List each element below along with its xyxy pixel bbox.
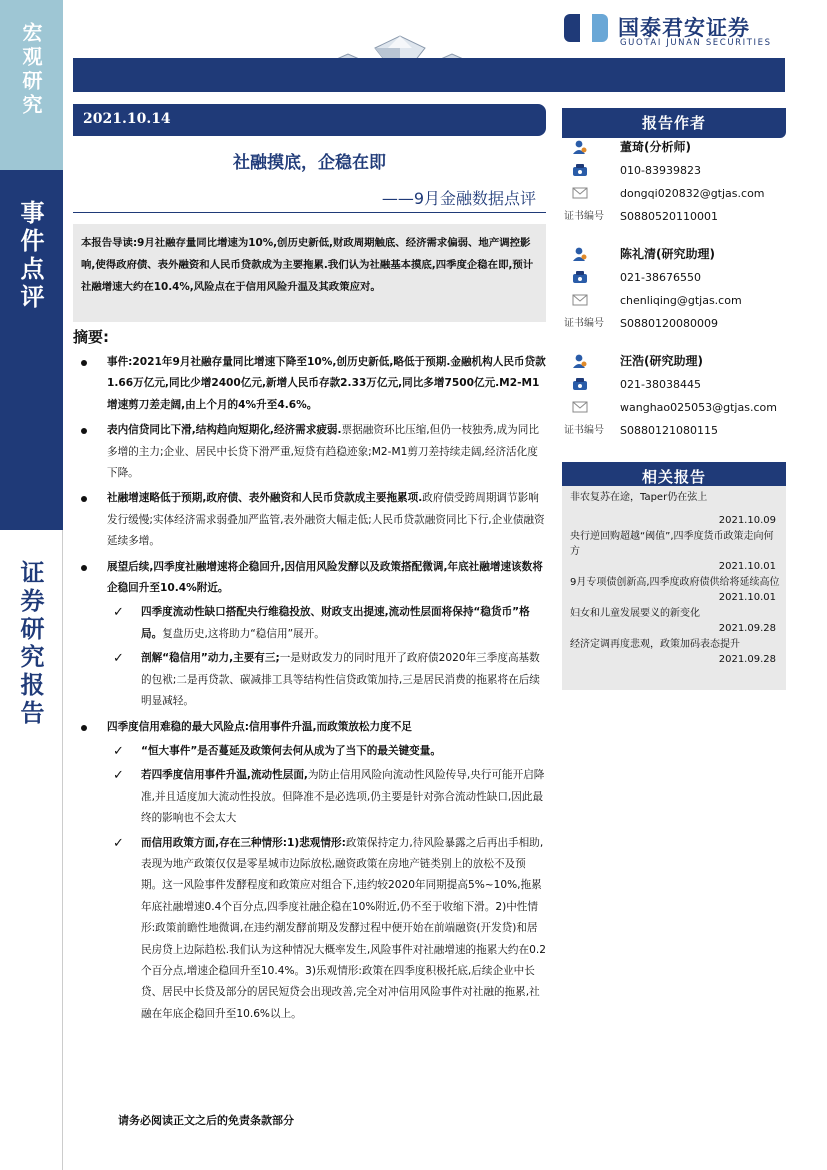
check-bold: 而信用政策方面,存在三种情形:1)悲观情形:	[141, 836, 346, 849]
bullet-dot-icon	[81, 428, 87, 434]
check-text: 一是财政发力的同时甩开了政府债2020年三季度高基数的包袱;二是再贷款、碳减排工具等结构性信贷政策加持,三是居民消费的拖累将在后续明显减轻。	[141, 652, 540, 708]
related-report-date: 2021.10.01	[718, 592, 776, 603]
related-report-item[interactable]	[562, 529, 786, 575]
company-logo	[562, 10, 792, 50]
report-date: 2021.10.14	[83, 111, 171, 127]
check-text: 为防止信用风险向流动性风险传导,央行可能开启降准,并且适度加大流动性投放。但降准不是必选项,仍主要是针对弥合流动性缺口,因此最终的影响也不会太大	[141, 769, 545, 825]
cert-label: 证书编号	[564, 425, 604, 436]
check-bold: “恒大事件”是否蔓延及政策何去何从成为了当下的最关键变量。	[141, 744, 441, 757]
author-card	[562, 350, 786, 442]
bullet-bold: 四季度信用难稳的最大风险点:信用事件升温,而政策放松力度不足	[107, 720, 412, 733]
check-text: 政策保持定力,待风险暴露之后再出手相助,表现为地产政策仅仅是零星城市边际放松,融资政策在房地产链类别上的放松不及预期。这一风险事件发酵程度和政策应对组合下,违约较2020年同期提高5%~10%,拖累年底社融增速0.4个百分点,四季度社融企稳在10%附近,仍不至于收缩下滑。2)中性情形:政策前瞻性地微调,在违约潮发酵前期及发酵过程中便开始在前端融资(开发贷)和居民房贷上边际趋松.我们认为这种情况大概率发生,风险事件对社融增速的拖累大约在0.2个百分点,增速企稳回升至10.4%。3)乐观情形:政策在四季度积极托底,后续企业中长贷、居民中长贷及部分的居民短贷会出现改善,完全对冲信用风险事件对社融的拖累,社融在年底企稳回升至10.6%以上。	[141, 836, 546, 1020]
related-report-date: 2021.09.28	[718, 654, 776, 665]
check-item	[73, 648, 546, 712]
person-icon	[572, 140, 588, 154]
related-report-date: 2021.10.09	[718, 515, 776, 526]
report-guide-box	[73, 224, 546, 322]
check-icon: ✓	[113, 835, 124, 851]
related-report-item[interactable]	[562, 637, 786, 668]
check-icon: ✓	[113, 768, 124, 784]
bullet-item	[73, 557, 546, 600]
author-email[interactable]: chenliqing@gtjas.com	[620, 294, 742, 307]
logo-mark-icon	[562, 10, 610, 46]
check-bold: 剖解“稳信用”动力,主要有三;	[141, 652, 280, 665]
author-cert: S0880520110001	[620, 210, 718, 223]
check-icon: ✓	[113, 651, 124, 667]
author-card	[562, 243, 786, 335]
check-bold: 四季度流动性缺口搭配央行维稳投放、财政支出提速,流动性层面将保持“稳货币”格局。	[141, 606, 530, 640]
email-icon	[572, 186, 588, 200]
bullet-dot-icon	[81, 496, 87, 502]
check-icon: ✓	[113, 605, 124, 621]
related-report-title[interactable]: 非农复苏在途，Taper仍在弦上	[570, 492, 708, 503]
check-item	[73, 833, 546, 1026]
left-sidebar	[0, 0, 63, 1170]
bullet-bold: 表内信贷同比下滑,结构趋向短期化,经济需求疲弱.	[107, 424, 342, 437]
report-title: 社融摸底，企稳在即	[233, 153, 386, 173]
author-phone: 021-38038445	[620, 378, 701, 391]
logo-text-en: GUOTAI JUNAN SECURITIES	[620, 38, 772, 48]
author-email[interactable]: dongqi020832@gtjas.com	[620, 187, 765, 200]
related-report-item[interactable]	[562, 486, 786, 529]
disclaimer-note: 请务必阅读正文之后的免责条款部分	[118, 1114, 294, 1127]
author-cert: S0880121080115	[620, 424, 718, 437]
check-bold: 若四季度信用事件升温,流动性层面,	[141, 769, 308, 782]
sidebar-label-report: 证券研究报告	[16, 560, 44, 728]
check-item	[73, 741, 546, 762]
check-text: 复盘历史,这将助力“稳信用”展开。	[162, 627, 325, 640]
related-report-item[interactable]	[562, 606, 786, 637]
sidebar-label-event: 事件点评	[16, 200, 44, 312]
related-reports-list	[562, 486, 786, 690]
bullet-item	[73, 352, 546, 416]
check-icon: ✓	[113, 743, 124, 759]
author-phone: 010-83939823	[620, 164, 701, 177]
check-item	[73, 765, 546, 829]
date-bar	[73, 104, 546, 136]
author-phone: 021-38676550	[620, 271, 701, 284]
bullet-text: 政府债受跨周期调节影响发行缓慢;实体经济需求弱叠加严监管,表外融资大幅走低;人民币贷款融资同比下行,企业债融资延续多增。	[107, 492, 545, 548]
cert-label: 证书编号	[564, 211, 604, 222]
sidebar-label-macro: 宏观研究	[19, 22, 43, 118]
bullet-dot-icon	[81, 725, 87, 731]
guide-text: 9月社融存量同比增速为10%,创历史新低,财政周期触底、经济需求偏弱、地产调控影响,使得政府债、表外融资和人民币贷款成为主要拖累.我们认为社融基本摸底,四季度企稳在即,预计社融增速大约在10.4%,风险点在于信用风险升温及其政策应对。	[81, 237, 534, 293]
person-icon	[572, 354, 588, 368]
related-report-title[interactable]: 妇女和儿童发展要义的新变化	[570, 608, 700, 619]
bullet-dot-icon	[81, 360, 87, 366]
phone-icon	[572, 270, 588, 284]
related-report-item[interactable]	[562, 575, 786, 606]
author-name: 汪浩(研究助理)	[620, 354, 703, 368]
title-divider	[73, 212, 546, 213]
check-item	[73, 602, 546, 645]
bullet-bold: 社融增速略低于预期,政府债、表外融资和人民币贷款成主要拖累项.	[107, 492, 423, 505]
author-cert: S0880120080009	[620, 317, 718, 330]
author-name: 董琦(分析师)	[620, 140, 691, 154]
bullet-bold: 展望后续,四季度社融增速将企稳回升,因信用风险发酵以及政策搭配微调,年底社融增速该数将企稳回升至10.4%附近。	[107, 560, 543, 595]
related-heading: 相关报告	[562, 462, 786, 492]
abstract-body	[73, 348, 546, 1025]
phone-icon	[572, 377, 588, 391]
bullet-bold: 事件:2021年9月社融存量同比增速下降至10%,创历史新低,略低于预期.金融机构人民币贷款1.66万亿元,同比少增2400亿元,新增人民币存款2.33万亿元,同比多增7500亿元.M2-M1增速剪刀差走阔,由上个月的4%升至4.6%。	[107, 356, 546, 411]
related-report-title[interactable]: 经济定调再度悲观，政策加码表态提升	[570, 639, 740, 650]
bullet-text: 票据融资环比压缩,但仍一枝独秀,成为同比多增的主力;企业、居民中长贷下滑严重,短贷有趋稳迹象;M2-M1剪刀差持续走阔,经济活化度下降。	[107, 424, 539, 480]
cert-label: 证书编号	[564, 318, 604, 329]
bullet-dot-icon	[81, 565, 87, 571]
related-report-date: 2021.10.01	[718, 561, 776, 572]
header-banner	[73, 58, 785, 92]
abstract-heading: 摘要:	[73, 328, 109, 346]
bullet-item	[73, 420, 546, 484]
bullet-item	[73, 717, 546, 738]
email-icon	[572, 293, 588, 307]
related-report-title[interactable]: 央行逆回购超越“阈值”,四季度货币政策走向何方	[570, 531, 774, 557]
author-email[interactable]: wanghao025053@gtjas.com	[620, 401, 777, 414]
phone-icon	[572, 163, 588, 177]
guide-label: 本报告导读:	[81, 237, 138, 249]
related-report-date: 2021.09.28	[718, 623, 776, 634]
logo-text-cn: 国泰君安证券	[618, 16, 750, 40]
bullet-item	[73, 488, 546, 552]
authors-heading: 报告作者	[562, 108, 786, 138]
author-card	[562, 136, 786, 228]
author-name: 陈礼清(研究助理)	[620, 247, 715, 261]
email-icon	[572, 400, 588, 414]
related-report-title[interactable]: 9月专项债创新高,四季度政府债供给将延续高位	[570, 577, 780, 588]
person-icon	[572, 247, 588, 261]
report-subtitle: ——9月金融数据点评	[381, 189, 536, 208]
